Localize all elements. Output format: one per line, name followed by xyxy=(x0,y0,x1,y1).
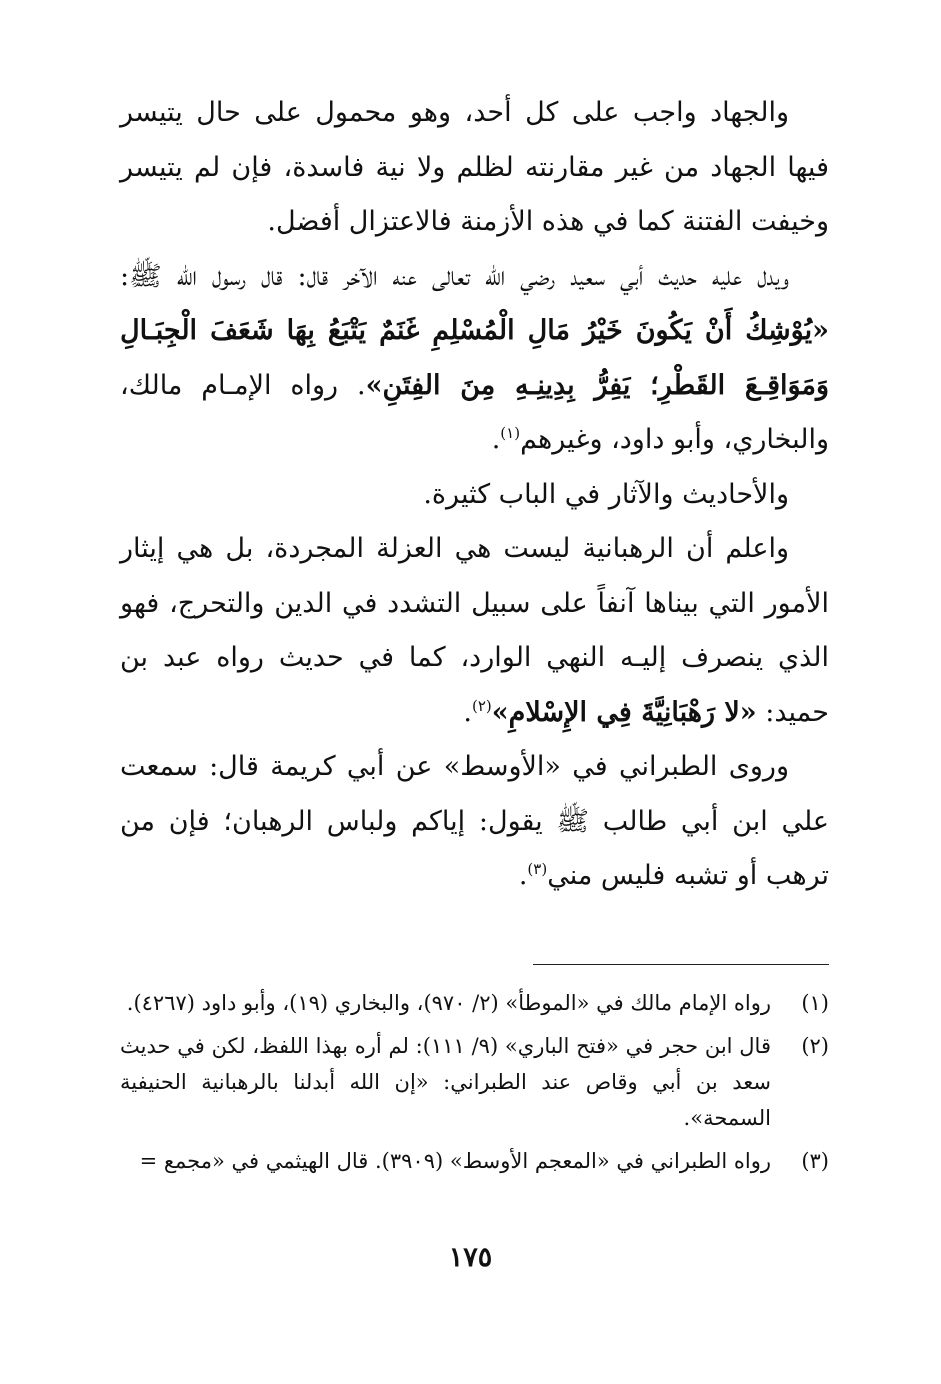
main-text xyxy=(120,86,829,904)
footnote-2 xyxy=(120,1028,829,1136)
footnote-1 xyxy=(120,985,829,1021)
paragraph-intro: واعلم أن الرهبانية ليست هي العزلة المجردة، بل هي إيثار الأمور التي بيناها آنفاً على سبيل التشدد في الدين والتحرج، فهو الذي ينصرف إليـه النهي الوارد، كما في حديث رواه عبد بن حميد: xyxy=(120,533,829,728)
footnote-3 xyxy=(120,1143,829,1179)
paragraph-rahbaniya: واعلم أن الرهبانية ليست هي العزلة المجردة، بل هي إيثار الأمور التي بيناها آنفاً على سبيل التشدد في الدين والتحرج، فهو الذي ينصرف إليـه النهي الوارد، كما في حديث رواه عبد بن حميد: «لا رَهْبَانِيَّةَ فِي الإِسْلامِ»$^{(٢)}$. xyxy=(120,533,829,728)
footnote-text: رواه الإمام مالك في «الموطأ» (٢/ ٩٧٠)، والبخاري (١٩)، وأبو داود (٤٢٦٧). xyxy=(126,991,771,1015)
footnote-ref-3[interactable]: (٣) xyxy=(527,860,548,878)
paragraph-jihad xyxy=(120,86,829,250)
footnote-text: قال ابن حجر في «فتح الباري» (٩/ ١١١): لم أره بهذا اللفظ، لكن في حديث سعد بن أبي وقاص عند الطبراني: «إن الله أبدلنا بالرهبانية الحنيفية السمحة». xyxy=(120,1034,771,1130)
paragraph-text: والأحاديث والآثار في الباب كثيرة. xyxy=(423,478,789,510)
paragraph-hadith-abu-said: ويدل عليه حديث أبي سعيد رضي الله تعالى عنه الآخر قال: قال رسول الله ﷺ: «يُوْشِكُ أَنْ يَكُونَ خَيْرُ مَالِ الْمُسْلِمِ غَنَمٌ يَتْبَعُ بِهَا شَعَفَ الْجِبَـالِ وَمَوَاقِـعَ القَطْرِ؛ يَفِرُّ بِدِينِـهِ مِنَ الفِتَنِ». رواه الإمـام مالك، والبخاري، وأبو داود، وغيرهم$^{(١)}$. xyxy=(120,260,830,455)
hadith-quote: «لا رَهْبَانِيَّةَ فِي الإِسْلامِ» xyxy=(491,696,757,728)
footnote-separator xyxy=(533,964,829,965)
footnote-number: (١) xyxy=(801,991,829,1015)
footnote-number: (٣) xyxy=(801,1149,829,1173)
footnote-ref-1[interactable]: (١) xyxy=(500,424,521,442)
paragraph-tabarani: وروى الطبراني في «الأوسط» عن أبي كريمة قال: سمعت علي ابن أبي طالب ﷺ يقول: إياكم ولباس الرهبان؛ فإن من ترهب أو تشبه فليس مني$^{(٣)}$. xyxy=(120,751,829,891)
footnotes xyxy=(120,985,829,1186)
paragraph-text: وروى الطبراني في «الأوسط» عن أبي كريمة قال: سمعت علي ابن أبي طالب ﷺ يقول: إياكم ولباس الرهبان؛ فإن من ترهب أو تشبه فليس مني xyxy=(120,751,829,891)
paragraph-text: والجهاد واجب على كل أحد، وهو محمول على حال يتيسر فيها الجهاد من غير مقارنته لظلم ولا نية فاسدة، فإن لم يتيسر وخيفت الفتنة كما في هذه الأزمنة فالاعتزال أفضل. xyxy=(120,97,829,237)
hadith-quote: «يُوْشِكُ أَنْ يَكُونَ خَيْرُ مَالِ الْمُسْلِمِ غَنَمٌ يَتْبَعُ بِهَا شَعَفَ الْجِبَـالِ وَمَوَاقِـعَ القَطْرِ؛ يَفِرُّ بِدِينِـهِ مِنَ الفِتَنِ» xyxy=(120,315,830,401)
paragraph-intro: ويدل عليه حديث أبي سعيد رضي الله تعالى عنه الآخر قال: قال رسول الله ﷺ: xyxy=(120,260,789,292)
page-number: ١٧٥ xyxy=(448,1242,493,1273)
footnote-number: (٢) xyxy=(801,1034,829,1058)
paragraph-continuation: . رواه الإمـام مالك، والبخاري، وأبو داود، وغيرهم xyxy=(120,369,829,455)
footnote-ref-2[interactable]: (٢) xyxy=(472,696,492,715)
paragraph-ahadith xyxy=(120,468,829,523)
footnote-text: رواه الطبراني في «المعجم الأوسط» (٣٩٠٩). قال الهيثمي في «مجمع = xyxy=(139,1149,771,1173)
